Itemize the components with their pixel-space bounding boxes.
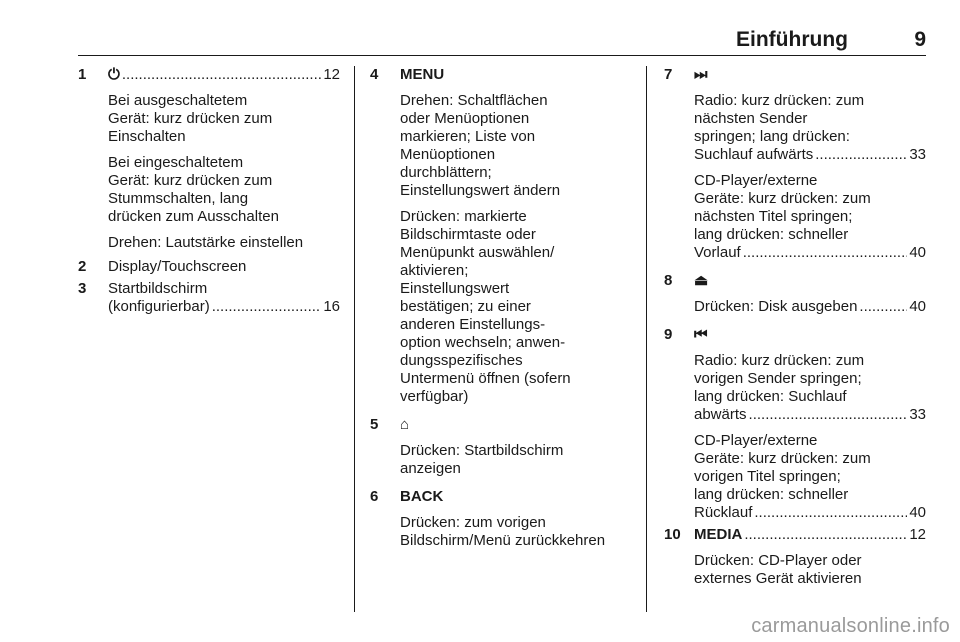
column-divider	[646, 66, 647, 612]
page-ref: 33	[909, 146, 926, 163]
description: Drücken: zum vorigen Bildschirm/Menü zurückkehren	[400, 514, 606, 549]
item-1	[78, 66, 340, 252]
description: Bei eingeschaltetem Gerät: kurz drücken zum Stummschalten, lang drücken zum Ausschalten	[108, 154, 279, 225]
leader-dots	[815, 146, 907, 164]
item-number: 2	[78, 258, 87, 275]
description: Radio: kurz drücken: zum nächsten Sender springen; lang drücken: Suchlauf aufwärts ..... 33	[694, 92, 926, 164]
leader-dots	[122, 66, 321, 84]
item-number: 9	[664, 326, 673, 343]
column-1	[78, 66, 340, 316]
item-2	[78, 258, 340, 276]
item-number: 10	[664, 526, 681, 543]
leader-dots	[859, 298, 907, 316]
item-6	[370, 488, 620, 550]
item-text: Display/Touchscreen	[108, 258, 247, 275]
item-number: 4	[370, 66, 379, 83]
item-number: 5	[370, 416, 379, 433]
page-ref: 40	[909, 298, 926, 315]
header-divider	[78, 55, 926, 56]
item-label: BACK	[400, 488, 444, 505]
leader-dots	[744, 526, 907, 544]
item-label: MENU	[400, 66, 445, 83]
column-2	[370, 66, 620, 550]
leader-dots	[749, 406, 908, 424]
eject-icon: ⏏	[694, 272, 709, 289]
page-ref: 40	[909, 244, 926, 261]
item-8	[664, 272, 926, 316]
column-divider	[354, 66, 355, 612]
item-7	[664, 66, 926, 262]
item-number: 7	[664, 66, 673, 83]
description: Drehen: Schaltflächen oder Menüoptionen markieren; Liste von Menüoptionen durchblättern; Einstellungswert ändern	[400, 92, 561, 199]
home-icon: ⌂	[400, 416, 410, 433]
page-ref: 16	[323, 298, 340, 315]
item-text: Startbildschirm	[108, 280, 208, 297]
description: Drücken: CD-Player oder externes Gerät aktivieren	[694, 552, 862, 587]
power-icon: ⏻	[108, 66, 120, 83]
page-ref: 12	[909, 526, 926, 543]
watermark: carmanualsonline.info	[751, 615, 950, 637]
description: Bei ausgeschaltetem Gerät: kurz drücken zum Einschalten	[108, 92, 273, 145]
page-ref: 33	[909, 406, 926, 423]
item-9	[664, 326, 926, 522]
description: Drücken: Startbildschirm anzeigen	[400, 442, 564, 477]
item-4	[370, 66, 620, 406]
leader-dots	[754, 504, 907, 522]
item-number: 3	[78, 280, 87, 297]
column-3	[664, 66, 926, 588]
item-5	[370, 416, 620, 478]
item-number: 6	[370, 488, 379, 505]
description: CD-Player/externe Geräte: kurz drücken: zum nächsten Titel springen; lang drücken: schneller Vorlauf ..... 40	[694, 172, 926, 262]
leader-dots	[743, 244, 908, 262]
item-number: 8	[664, 272, 673, 289]
item-label: MEDIA	[694, 526, 743, 543]
page-ref: 40	[909, 504, 926, 521]
previous-track-icon: ⏮	[694, 326, 708, 343]
item-text: (konfigurierbar)	[108, 298, 210, 315]
page-ref: 12	[323, 66, 340, 83]
description: Radio: kurz drücken: zum vorigen Sender springen; lang drücken: Suchlauf abwärts ..... 33	[694, 352, 926, 424]
leader-dots	[212, 298, 322, 316]
page-title: Einführung	[736, 28, 848, 51]
description: Drücken: markierte Bildschirmtaste oder Menüpunkt auswählen/ aktivieren; Einstellungswert bestätigen; zu einer anderen Einstellungs- option wechseln; anwen- dungsspezifisches Untermenü öffnen (sofern verfügbar)	[400, 208, 571, 405]
description: Drücken: Disk ausgeben ..... 40	[694, 298, 926, 316]
next-track-icon: ⏭	[694, 66, 708, 83]
description: CD-Player/externe Geräte: kurz drücken: zum vorigen Titel springen; lang drücken: schneller Rücklauf ..... 40	[694, 432, 926, 522]
item-3	[78, 280, 340, 316]
page-header	[78, 28, 926, 54]
description: Drehen: Lautstärke einstellen	[108, 234, 304, 251]
page-number: 9	[914, 28, 926, 51]
item-number: 1	[78, 66, 87, 83]
item-10	[664, 526, 926, 588]
